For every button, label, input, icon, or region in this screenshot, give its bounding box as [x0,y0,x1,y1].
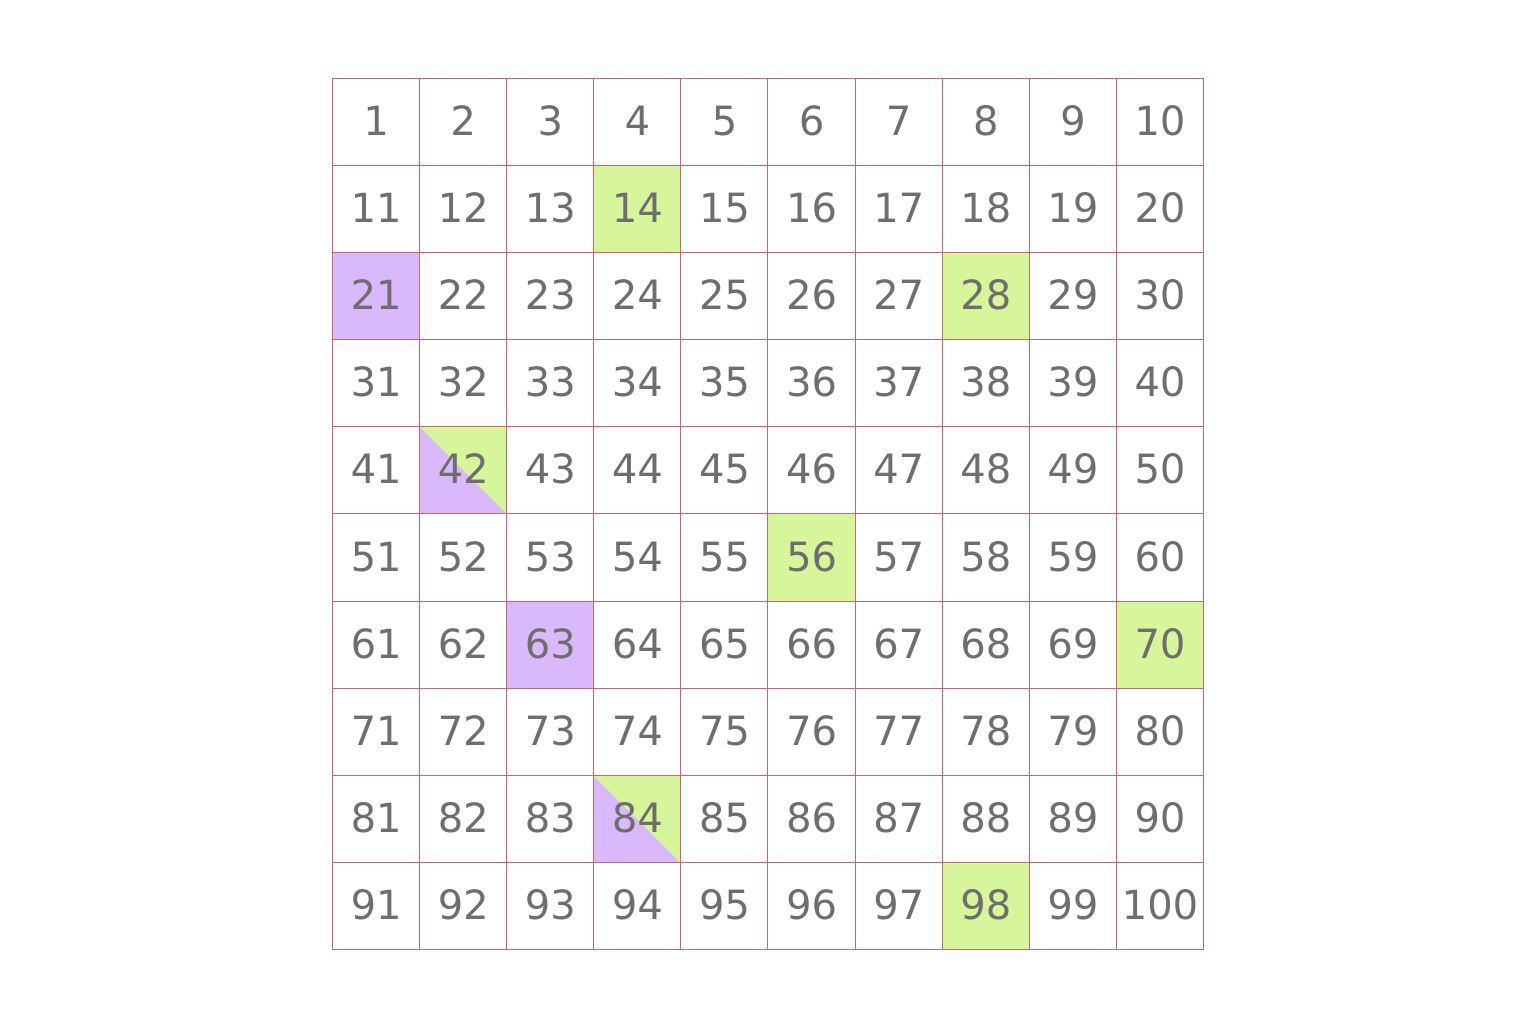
cell-number: 92 [437,882,489,929]
cell-number: 95 [698,882,750,929]
cell-number: 74 [611,708,663,755]
grid-cell-49 [1030,427,1117,514]
grid-cell-86 [768,776,855,863]
cell-number: 94 [611,882,663,929]
cell-number: 82 [437,795,489,842]
grid-cell-29 [1030,253,1117,340]
grid-cell-22 [420,253,507,340]
cell-number: 17 [873,186,925,233]
grid-cell-35 [681,340,768,427]
grid-cell-16 [768,166,855,253]
grid-cell-50 [1117,427,1204,514]
cell-number: 24 [611,273,663,320]
grid-cell-74 [594,689,681,776]
grid-cell-81 [333,776,420,863]
cell-number: 23 [524,273,576,320]
cell-number: 27 [873,273,925,320]
grid-cell-37 [856,340,943,427]
cell-number: 42 [437,447,489,494]
cell-number: 28 [960,273,1012,320]
grid-cell-39 [1030,340,1117,427]
cell-number: 30 [1134,273,1186,320]
cell-number: 18 [960,186,1012,233]
cell-number: 1 [363,99,389,146]
grid-cell-1 [333,79,420,166]
cell-number: 43 [524,447,576,494]
cell-number: 9 [1060,99,1086,146]
cell-number: 44 [611,447,663,494]
grid-cell-90 [1117,776,1204,863]
grid-cell-11 [333,166,420,253]
cell-number: 15 [698,186,750,233]
grid-cell-60 [1117,514,1204,601]
grid-cell-9 [1030,79,1117,166]
cell-number: 78 [960,708,1012,755]
cell-number: 36 [786,360,837,407]
grid-cell-51 [333,514,420,601]
cell-number: 41 [350,447,402,494]
grid-cell-89 [1030,776,1117,863]
cell-number: 97 [873,882,925,929]
cell-number: 58 [960,534,1012,581]
grid-cell-43 [507,427,594,514]
cell-number: 14 [611,186,663,233]
cell-number: 54 [611,534,663,581]
cell-number: 77 [873,708,925,755]
cell-number: 10 [1134,99,1186,146]
grid-cell-21 [333,253,420,340]
grid-cell-7 [856,79,943,166]
grid-cell-10 [1117,79,1204,166]
grid-cell-14 [594,166,681,253]
cell-number: 62 [437,621,489,668]
grid-cell-48 [943,427,1030,514]
grid-cell-6 [768,79,855,166]
cell-number: 39 [1047,360,1099,407]
cell-number: 81 [350,795,402,842]
grid-cell-3 [507,79,594,166]
cell-number: 21 [350,273,402,320]
grid-cell-75 [681,689,768,776]
grid-cell-56 [768,514,855,601]
grid-cell-88 [943,776,1030,863]
grid-cell-8 [943,79,1030,166]
cell-number: 86 [786,795,837,842]
grid-cell-53 [507,514,594,601]
cell-number: 34 [611,360,663,407]
cell-number: 67 [873,621,925,668]
grid-cell-41 [333,427,420,514]
cell-number: 93 [524,882,576,929]
cell-number: 6 [798,99,825,146]
cell-number: 79 [1047,708,1099,755]
cell-number: 96 [786,882,837,929]
grid-cell-31 [333,340,420,427]
grid-cell-32 [420,340,507,427]
grid-cell-19 [1030,166,1117,253]
cell-number: 29 [1047,273,1099,320]
cell-number: 49 [1047,447,1099,494]
grid-cell-80 [1117,689,1204,776]
grid-cell-87 [856,776,943,863]
cell-number: 5 [711,99,738,146]
grid-cell-78 [943,689,1030,776]
cell-number: 59 [1047,534,1099,581]
grid-cell-65 [681,602,768,689]
cell-number: 4 [624,99,651,146]
cell-number: 45 [698,447,750,494]
grid-cell-59 [1030,514,1117,601]
cell-number: 53 [524,534,576,581]
cell-number: 37 [873,360,925,407]
cell-number: 35 [698,360,750,407]
grid-cell-82 [420,776,507,863]
grid-cell-15 [681,166,768,253]
grid-cell-93 [507,863,594,950]
grid-cell-27 [856,253,943,340]
cell-number: 98 [960,882,1012,929]
grid-cell-61 [333,602,420,689]
cell-number: 56 [786,534,837,581]
cell-number: 70 [1134,621,1186,668]
grid-cell-46 [768,427,855,514]
cell-number: 65 [698,621,750,668]
cell-number: 91 [350,882,402,929]
grid-cell-66 [768,602,855,689]
cell-number: 73 [524,708,576,755]
grid-cell-58 [943,514,1030,601]
grid-cell-77 [856,689,943,776]
cell-number: 90 [1134,795,1186,842]
cell-number: 12 [437,186,489,233]
grid-cell-20 [1117,166,1204,253]
cell-number: 31 [350,360,402,407]
cell-number: 38 [960,360,1012,407]
cell-number: 19 [1047,186,1099,233]
cell-number: 63 [524,621,576,668]
cell-number: 60 [1134,534,1186,581]
grid-cell-2 [420,79,507,166]
grid-cell-64 [594,602,681,689]
cell-number: 84 [611,795,663,842]
cell-number: 46 [786,447,837,494]
cell-number: 88 [960,795,1012,842]
grid-cell-44 [594,427,681,514]
grid-cell-13 [507,166,594,253]
cell-number: 83 [524,795,576,842]
cell-number: 64 [611,621,663,668]
grid-cell-42 [420,427,507,514]
grid-cell-26 [768,253,855,340]
grid-cell-36 [768,340,855,427]
cell-number: 80 [1134,708,1186,755]
cell-number: 85 [698,795,750,842]
cell-number: 71 [350,708,402,755]
grid-cell-38 [943,340,1030,427]
grid-cell-45 [681,427,768,514]
cell-number: 2 [450,99,476,146]
cell-number: 89 [1047,795,1099,842]
grid-cell-91 [333,863,420,950]
cell-number: 22 [437,273,489,320]
grid-cell-62 [420,602,507,689]
grid-cell-5 [681,79,768,166]
grid-cell-92 [420,863,507,950]
hundred-chart-grid [332,78,1204,950]
grid-cell-30 [1117,253,1204,340]
grid-cell-12 [420,166,507,253]
cell-number: 72 [437,708,489,755]
cell-number: 66 [786,621,837,668]
cell-number: 40 [1134,360,1186,407]
cell-number: 50 [1134,447,1186,494]
grid-cell-72 [420,689,507,776]
cell-number: 87 [873,795,925,842]
grid-cell-99 [1030,863,1117,950]
cell-number: 26 [786,273,837,320]
grid-cell-70 [1117,602,1204,689]
grid-cell-100 [1117,863,1204,950]
cell-number: 48 [960,447,1012,494]
cell-number: 99 [1047,882,1099,929]
grid-cell-47 [856,427,943,514]
grid-cell-63 [507,602,594,689]
grid-cell-98 [943,863,1030,950]
grid-cell-76 [768,689,855,776]
cell-number: 20 [1134,186,1186,233]
grid-cell-28 [943,253,1030,340]
cell-number: 13 [524,186,576,233]
grid-cell-18 [943,166,1030,253]
cell-number: 61 [350,621,402,668]
grid-cell-17 [856,166,943,253]
cell-number: 8 [973,99,999,146]
grid-cell-54 [594,514,681,601]
grid-cell-57 [856,514,943,601]
grid-cell-24 [594,253,681,340]
grid-cell-67 [856,602,943,689]
grid-cell-83 [507,776,594,863]
grid-cell-71 [333,689,420,776]
cell-number: 51 [350,534,402,581]
grid-cell-69 [1030,602,1117,689]
grid-cell-4 [594,79,681,166]
cell-number: 52 [437,534,489,581]
grid-cell-97 [856,863,943,950]
cell-number: 76 [786,708,837,755]
cell-number: 7 [885,99,912,146]
grid-cell-55 [681,514,768,601]
cell-number: 57 [873,534,925,581]
grid-cell-84 [594,776,681,863]
grid-cell-79 [1030,689,1117,776]
grid-cell-25 [681,253,768,340]
grid-cell-73 [507,689,594,776]
grid-cell-52 [420,514,507,601]
cell-number: 69 [1047,621,1099,668]
grid-cell-95 [681,863,768,950]
grid-cell-23 [507,253,594,340]
cell-number: 25 [698,273,750,320]
cell-number: 33 [524,360,576,407]
grid-cell-85 [681,776,768,863]
grid-cell-33 [507,340,594,427]
cell-number: 75 [698,708,750,755]
grid-cell-96 [768,863,855,950]
cell-number: 55 [698,534,750,581]
grid-cell-68 [943,602,1030,689]
grid-cell-40 [1117,340,1204,427]
cell-number: 32 [437,360,489,407]
cell-number: 11 [350,186,402,233]
cell-number: 47 [873,447,925,494]
grid-cell-34 [594,340,681,427]
cell-number: 16 [786,186,837,233]
cell-number: 68 [960,621,1012,668]
grid-cell-94 [594,863,681,950]
cell-number: 100 [1121,882,1199,929]
cell-number: 3 [537,99,563,146]
